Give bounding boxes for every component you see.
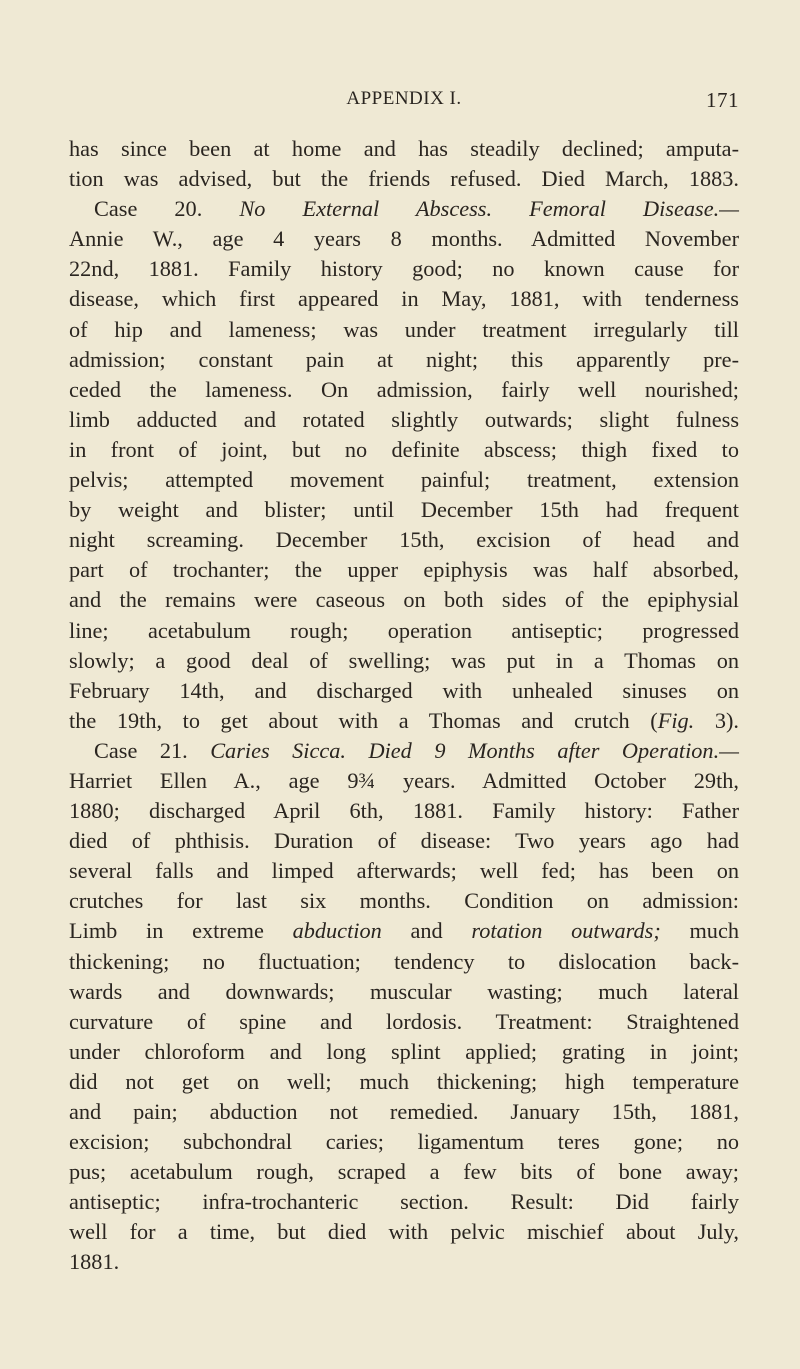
text-line [69, 224, 739, 254]
text-line [69, 315, 739, 345]
text-line [69, 405, 739, 435]
text-line [69, 134, 739, 164]
text-line [69, 856, 739, 886]
text-segment: much [660, 918, 739, 944]
text-line [69, 585, 739, 615]
text-line [69, 375, 739, 405]
text-line [69, 1127, 739, 1157]
text-line [69, 1217, 739, 1247]
italic-text: Caries Sicca. Died 9 Months after Operation.— [210, 737, 739, 763]
text-line [69, 676, 739, 706]
body-text [69, 134, 739, 1278]
text-segment: died of phthisis. Duration of disease: Two years ago had [69, 828, 739, 854]
text-segment: in front of joint, but no definite abscess; thigh fixed to [69, 436, 739, 462]
text-segment: did not get on well; much thickening; high temperature [69, 1068, 739, 1094]
text-segment: wards and downwards; muscular wasting; much lateral [69, 978, 739, 1004]
text-line [69, 254, 739, 284]
text-line [69, 826, 739, 856]
text-segment: and [381, 918, 472, 944]
text-line [69, 616, 739, 646]
text-line [69, 1097, 739, 1127]
text-segment: line; acetabulum rough; operation antiseptic; progressed [69, 617, 739, 643]
text-line [69, 1037, 739, 1067]
text-segment: by weight and blister; until December 15th had frequent [69, 497, 739, 523]
text-segment: excision; subchondral caries; ligamentum teres gone; no [69, 1129, 739, 1155]
text-line [69, 977, 739, 1007]
text-segment: 22nd, 1881. Family history good; no known cause for [69, 256, 739, 282]
text-segment: Annie W., age 4 years 8 months. Admitted November [69, 226, 739, 252]
text-line [69, 736, 739, 766]
text-line [69, 164, 739, 194]
text-line [69, 796, 739, 826]
text-line [69, 1187, 739, 1217]
text-segment: limb adducted and rotated slightly outwards; slight fulness [69, 406, 739, 432]
text-line [69, 646, 739, 676]
text-segment: thickening; no fluctuation; tendency to dislocation back- [69, 948, 739, 974]
text-segment: Case 20. [94, 196, 240, 222]
text-line [69, 555, 739, 585]
text-line [69, 1157, 739, 1187]
text-line [69, 947, 739, 977]
text-line [69, 284, 739, 314]
text-segment: antiseptic; infra-trochanteric section. Result: Did fairly [69, 1189, 739, 1215]
text-segment: of hip and lameness; was under treatment irregularly till [69, 316, 739, 342]
text-segment: Harriet Ellen A., age 9¾ years. Admitted October 29th, [69, 767, 739, 793]
text-segment: 1881. [69, 1249, 120, 1275]
italic-text: abduction [292, 918, 382, 944]
text-line [69, 194, 739, 224]
running-header [69, 88, 739, 118]
text-line [69, 345, 739, 375]
text-segment: the 19th, to get about with a Thomas and crutch ( [69, 707, 658, 733]
text-segment: and pain; abduction not remedied. January 15th, 1881, [69, 1099, 739, 1124]
text-segment: night screaming. December 15th, excision of head and [69, 527, 739, 553]
text-line [69, 916, 739, 946]
text-line [69, 1067, 739, 1097]
text-segment: slowly; a good deal of swelling; was put in a Thomas on [69, 647, 739, 673]
text-segment: pus; acetabulum rough, scraped a few bits of bone away; [69, 1159, 739, 1185]
text-segment: Case 21. [94, 737, 211, 763]
text-line [69, 495, 739, 525]
text-line [69, 465, 739, 495]
text-line [69, 1247, 739, 1277]
page-number: 171 [706, 88, 739, 112]
text-segment: curvature of spine and lordosis. Treatment: Straightened [69, 1008, 739, 1034]
text-segment: tion was advised, but the friends refused. Died March, 1883. [69, 166, 739, 192]
text-segment: 1880; discharged April 6th, 1881. Family history: Father [69, 798, 739, 824]
text-segment: disease, which first appeared in May, 1881, with tenderness [69, 286, 739, 312]
running-title: APPENDIX I. [346, 88, 462, 109]
italic-text: No External Abscess. Femoral Disease.— [239, 196, 739, 222]
text-line [69, 435, 739, 465]
text-segment: under chloroform and long splint applied; grating in joint; [69, 1038, 739, 1064]
text-line [69, 1007, 739, 1037]
text-line [69, 766, 739, 796]
text-line [69, 886, 739, 916]
text-segment: 3). [694, 707, 739, 733]
text-line [69, 525, 739, 555]
italic-text: rotation outwards; [471, 918, 661, 944]
text-segment: admission; constant pain at night; this apparently pre- [69, 346, 739, 372]
text-segment: Limb in extreme [69, 918, 293, 944]
text-segment: and the remains were caseous on both sides of the epiphysial [69, 587, 739, 613]
text-segment: crutches for last six months. Condition on admission: [69, 888, 739, 914]
text-segment: has since been at home and has steadily declined; amputa- [69, 136, 739, 161]
text-segment: part of trochanter; the upper epiphysis was half absorbed, [69, 557, 739, 583]
text-segment: pelvis; attempted movement painful; treatment, extension [69, 467, 739, 493]
italic-text: Fig. [657, 707, 695, 733]
text-segment: ceded the lameness. On admission, fairly well nourished; [69, 376, 739, 402]
text-line [69, 706, 739, 736]
text-segment: several falls and limped afterwards; well fed; has been on [69, 858, 739, 884]
text-segment: February 14th, and discharged with unhealed sinuses on [69, 677, 739, 703]
text-segment: well for a time, but died with pelvic mischief about July, [69, 1219, 739, 1245]
